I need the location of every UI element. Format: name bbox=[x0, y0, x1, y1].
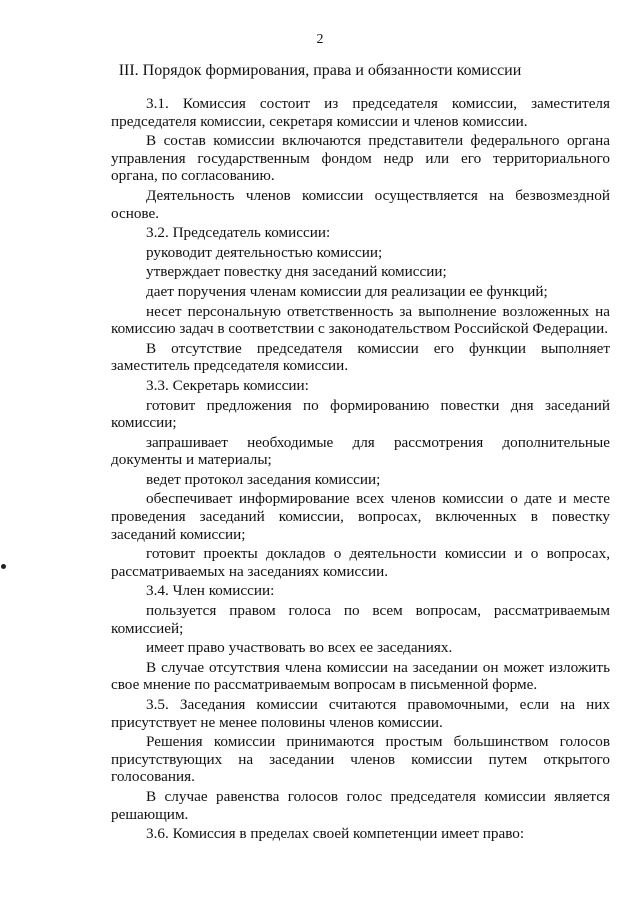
paragraph: ведет протокол заседания комиссии; bbox=[146, 470, 381, 488]
paragraph: 3.4. Член комиссии: bbox=[146, 582, 275, 600]
paragraph: несет персональную ответственность за выполнение возложенных на комиссию задач в соответствии с законодательством Российской Федерации. bbox=[111, 302, 610, 338]
paragraph: Решения комиссии принимаются простым большинством голосов присутствующих на заседании членов комиссии путем открытого голосования. bbox=[111, 733, 610, 786]
paragraph: готовит предложения по формированию повестки дня заседаний комиссии; bbox=[111, 396, 610, 432]
paragraph: В отсутствие председателя комиссии его функции выполняет заместитель председателя комиссии. bbox=[111, 339, 610, 375]
scan-dot-mark bbox=[1, 564, 6, 569]
document-body bbox=[111, 95, 610, 843]
paragraph: дает поручения членам комиссии для реализации ее функций; bbox=[146, 282, 548, 300]
paragraph: готовит проекты докладов о деятельности комиссии и о вопросах, рассматриваемых на заседаниях комиссии. bbox=[111, 545, 610, 580]
paragraph: 3.3. Секретарь комиссии: bbox=[146, 376, 309, 394]
paragraph: утверждает повестку дня заседаний комиссии; bbox=[146, 263, 447, 281]
paragraph: 3.2. Председатель комиссии: bbox=[146, 224, 331, 242]
paragraph: Деятельность членов комиссии осуществляется на безвозмездной основе. bbox=[111, 186, 610, 222]
paragraph: 3.5. Заседания комиссии считаются правомочными, если на них присутствует не менее половины членов комиссии. bbox=[111, 696, 610, 731]
paragraph: обеспечивает информирование всех членов комиссии о дате и месте проведения заседаний комиссии, вопросах, включенных в повестку заседаний комиссии; bbox=[111, 490, 610, 543]
paragraph: 3.6. Комиссия в пределах своей компетенции имеет право: bbox=[146, 825, 525, 843]
paragraph: В состав комиссии включаются представители федерального органа управления государственным фондом недр или его территориального органа, по согласованию. bbox=[111, 132, 610, 185]
paragraph: 3.1. Комиссия состоит из председателя комиссии, заместителя председателя комиссии, секретаря комиссии и членов комиссии. bbox=[111, 95, 610, 130]
paragraph: имеет право участвовать во всех ее заседаниях. bbox=[146, 639, 453, 657]
page-number: 2 bbox=[316, 32, 324, 47]
paragraph: В случае равенства голосов голос председателя комиссии является решающим. bbox=[111, 787, 610, 823]
paragraph: В случае отсутствия члена комиссии на заседании он может изложить свое мнение по рассматриваемым вопросам в письменной форме. bbox=[111, 658, 610, 694]
paragraph: запрашивает необходимые для рассмотрения дополнительные документы и материалы; bbox=[111, 433, 610, 469]
paragraph: руководит деятельностью комиссии; bbox=[146, 243, 383, 261]
section-title: III. Порядок формирования, права и обязанности комиссии bbox=[118, 62, 522, 79]
paragraph: пользуется правом голоса по всем вопросам, рассматриваемым комиссией; bbox=[111, 602, 610, 637]
